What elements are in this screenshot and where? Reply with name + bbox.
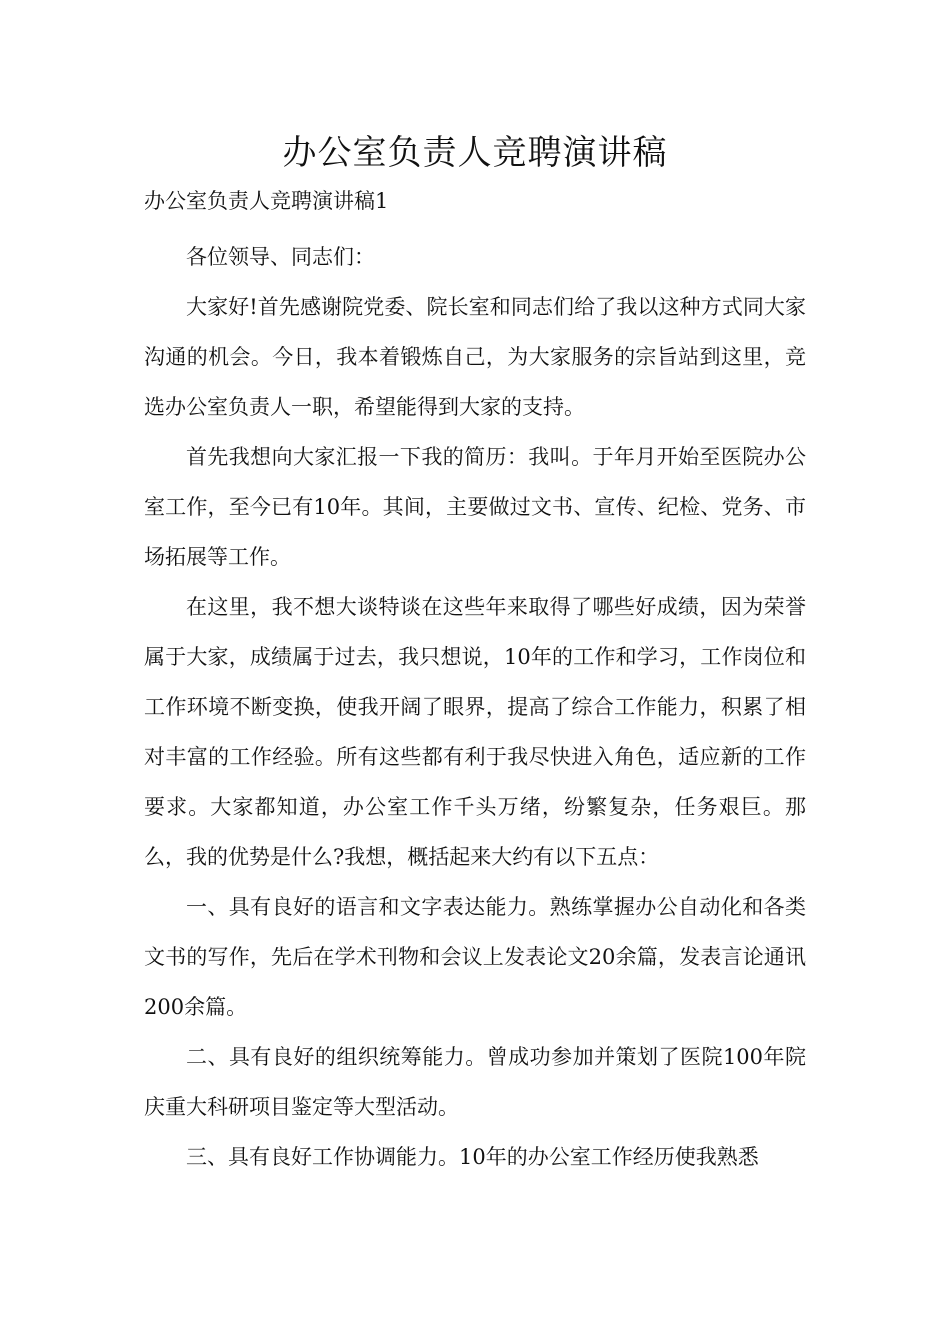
paragraph-point-one: 一、具有良好的语言和文字表达能力。熟练掌握办公自动化和各类文书的写作，先后在学术刊物和会议上发表论文20余篇，发表言论通讯200余篇。 — [144, 895, 806, 1019]
paragraph-resume: 首先我想向大家汇报一下我的简历：我叫。于年月开始至医院办公室工作，至今已有10年。其间，主要做过文书、宣传、纪检、党务、市场拓展等工作。 — [144, 445, 806, 569]
document-subtitle: 办公室负责人竞聘演讲稿1 — [144, 189, 389, 213]
document-body — [144, 232, 806, 1182]
paragraph-experience: 在这里，我不想大谈特谈在这些年来取得了哪些好成绩，因为荣誉属于大家，成绩属于过去，我只想说，10年的工作和学习，工作岗位和工作环境不断变换，使我开阔了眼界，提高了综合工作能力，积累了相对丰富的工作经验。所有这些都有利于我尽快进入角色，适应新的工作要求。大家都知道，办公室工作千头万绪，纷繁复杂，任务艰巨。那么，我的优势是什么?我想，概括起来大约有以下五点： — [144, 595, 806, 869]
paragraph-greeting: 各位领导、同志们： — [186, 245, 375, 269]
paragraph-point-three: 三、具有良好工作协调能力。10年的办公室工作经历使我熟悉 — [186, 1145, 759, 1169]
document-title: 办公室负责人竞聘演讲稿 — [282, 133, 668, 173]
paragraph-point-two: 二、具有良好的组织统筹能力。曾成功参加并策划了医院100年院庆重大科研项目鉴定等大型活动。 — [144, 1045, 806, 1119]
paragraph-opening: 大家好!首先感谢院党委、院长室和同志们给了我以这种方式同大家沟通的机会。今日，我本着锻炼自己，为大家服务的宗旨站到这里，竞选办公室负责人一职，希望能得到大家的支持。 — [144, 295, 806, 419]
